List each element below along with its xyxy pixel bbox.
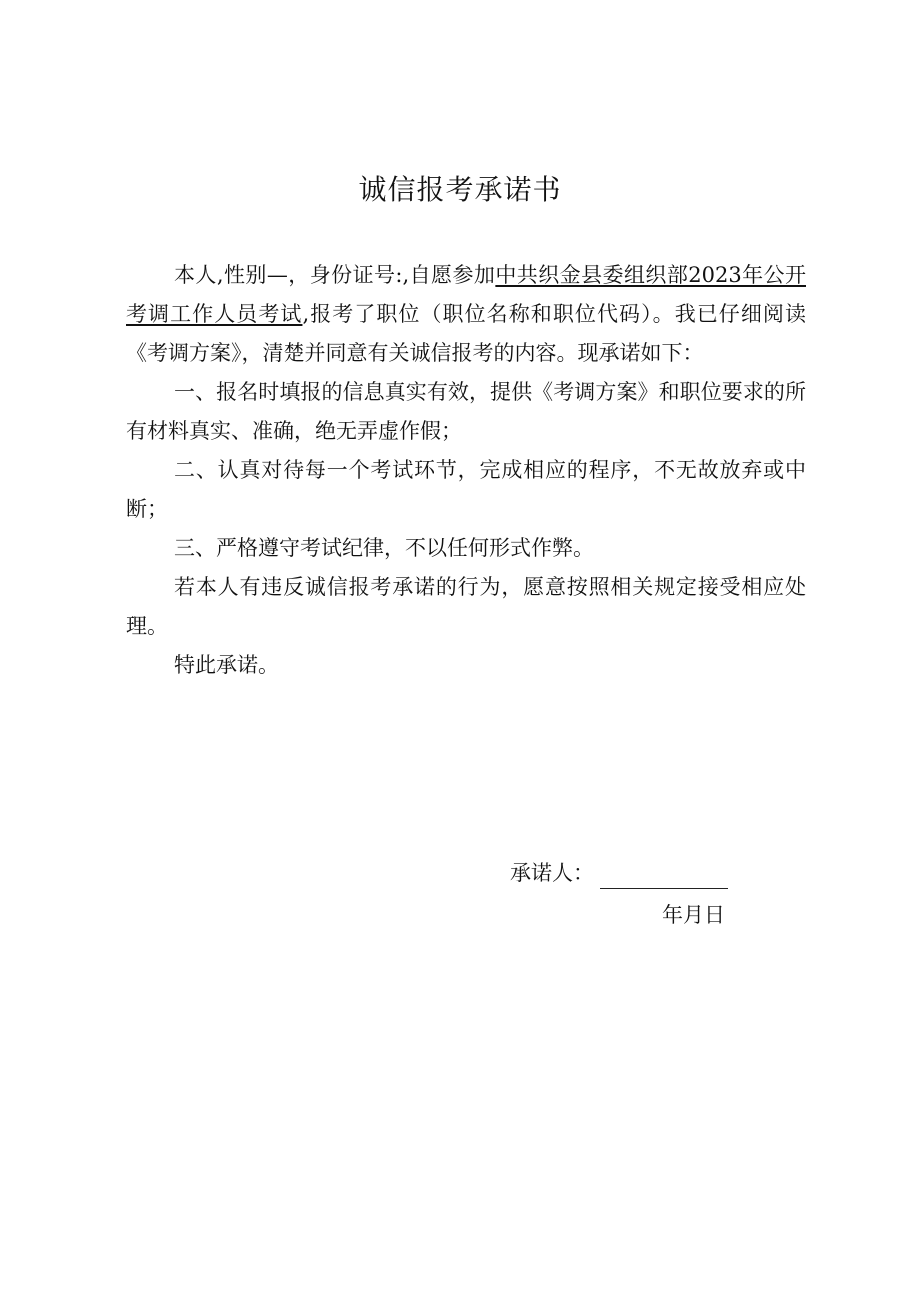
signature-label: 承诺人： [510, 861, 594, 885]
closing-paragraph: 特此承诺。 [174, 653, 279, 677]
document-body [126, 256, 806, 685]
signature-row [510, 857, 728, 889]
intro-text-end: ,报考了职位（职位名称和职位代码）。我已仔细阅读《考调方案》，清楚并同意有关诚信报考的内容。现承诺如下： [126, 302, 806, 365]
document-title: 诚信报考承诺书 [358, 173, 562, 206]
signature-blank[interactable] [600, 864, 728, 889]
exam-organization: 中共织金县委组织部2023年公开考调工作人员考试 [126, 263, 806, 326]
commitment-item-2: 二、认真对待每一个考试环节，完成相应的程序，不无故放弃或中断； [126, 458, 806, 521]
violation-paragraph: 若本人有违反诚信报考承诺的行为，愿意按照相关规定接受相应处理。 [126, 575, 806, 638]
commitment-item-3: 三、严格遵守考试纪律，不以任何形式作弊。 [174, 536, 594, 560]
intro-paragraph [126, 256, 806, 373]
commitment-item-1: 一、报名时填报的信息真实有效，提供《考调方案》和职位要求的所有材料真实、准确，绝无弄虚作假； [126, 380, 806, 443]
date-label: 年月日 [662, 903, 725, 927]
intro-text-start: 本人,性别—，身份证号:,自愿参加 [174, 263, 496, 287]
